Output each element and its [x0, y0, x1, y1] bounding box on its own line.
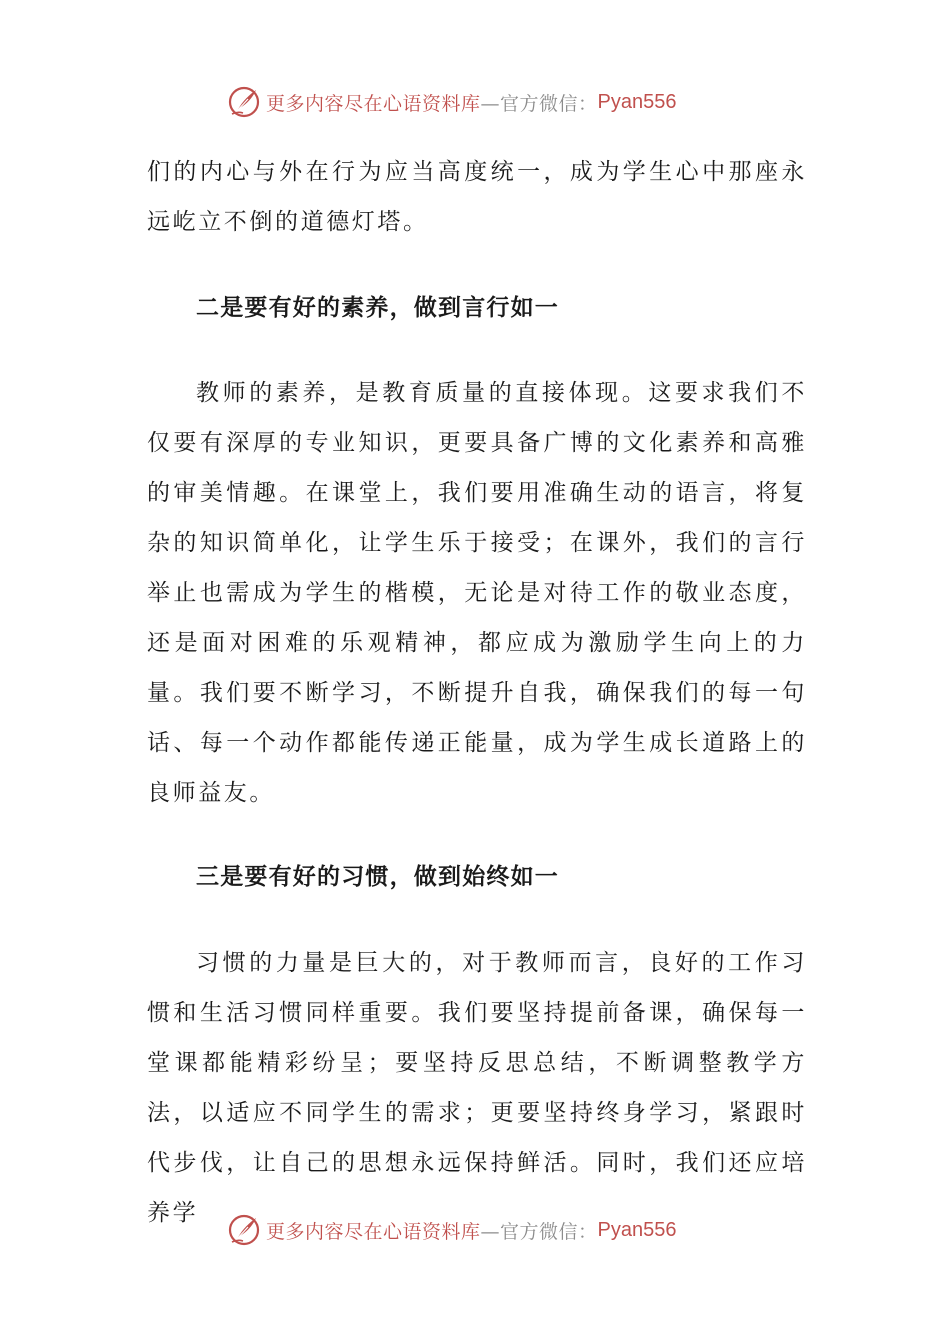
banner-wechat-id: Pyan556 [597, 90, 677, 113]
banner-brand-text: 更多内容尽在心语资料库 [266, 1220, 481, 1243]
feather-pen-logo-icon [226, 1212, 262, 1248]
feather-pen-logo-icon [226, 84, 262, 120]
header-banner [226, 82, 677, 122]
section-heading-3: 三是要有好的习惯，做到始终如一 [196, 863, 559, 890]
section-paragraph-3: 习惯的力量是巨大的，对于教师而言，良好的工作习惯和生活习惯同样重要。我们要坚持提前备课，确保每一堂课都能精彩纷呈；要坚持反思总结，不断调整教学方法，以适应不同学生的需求；更要坚持终身学习，紧跟时代步伐，让自己的思想永远保持鲜活。同时，我们还应培养学 [147, 950, 807, 1226]
footer-banner [226, 1210, 677, 1250]
banner-wechat-id: Pyan556 [597, 1218, 677, 1241]
banner-official-label: —官方微信： [480, 92, 598, 115]
section-heading-2: 二是要有好的素养，做到言行如一 [196, 294, 559, 321]
banner-brand-text: 更多内容尽在心语资料库 [266, 92, 481, 115]
banner-official-label: —官方微信： [480, 1220, 598, 1243]
section-paragraph-2: 教师的素养，是教育质量的直接体现。这要求我们不仅要有深厚的专业知识，更要具备广博的文化素养和高雅的审美情趣。在课堂上，我们要用准确生动的语言，将复杂的知识简单化，让学生乐于接受；在课外，我们的言行举止也需成为学生的楷模，无论是对待工作的敬业态度，还是面对困难的乐观精神，都应成为激励学生向上的力量。我们要不断学习，不断提升自我，确保我们的每一句话、每一个动作都能传递正能量，成为学生成长道路上的良师益友。 [147, 380, 807, 806]
continuation-paragraph: 们的内心与外在行为应当高度统一，成为学生心中那座永远屹立不倒的道德灯塔。 [147, 159, 807, 235]
